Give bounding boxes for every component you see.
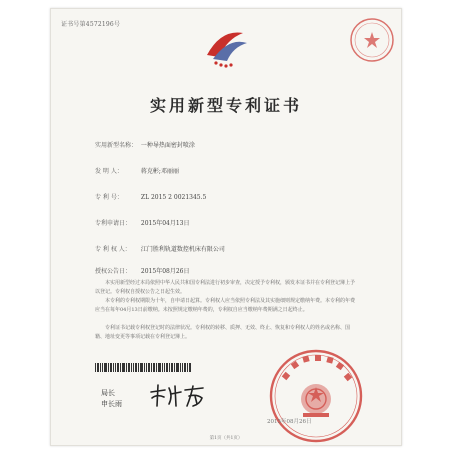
official-seal-icon <box>267 347 365 445</box>
signatory-name: 申长雨 <box>101 400 122 408</box>
body-paragraph: 本专利的专利权期限为十年，自申请日起算。专利权人应当依照专利法及其实施细则规定缴纳年费。本专利的年费应当在每年04月13日前缴纳。未按照规定缴纳年费的，专利权自应当缴纳年费期满之日起终止。 <box>95 298 356 313</box>
field-application-date <box>95 218 189 227</box>
certificate-title: 实用新型专利证书 <box>149 96 302 115</box>
seal-date: 2015年08月26日 <box>267 419 312 425</box>
patent-certificate <box>50 8 402 446</box>
field-label: 专 利 权 人： <box>95 246 131 253</box>
field-patentee <box>95 244 225 253</box>
field-grant-date <box>95 266 189 275</box>
cnipa-emblem-icon <box>203 23 249 69</box>
field-value: ZL 2015 2 0021345.5 <box>140 194 207 201</box>
field-value: 江门胜利轨道数控机床有限公司 <box>140 246 225 253</box>
field-value: 一种导热面密封喷涂 <box>140 142 195 149</box>
certificate-number: 证书号第4572196号 <box>61 21 121 28</box>
field-utility-model-name <box>95 140 195 149</box>
body-paragraph: 专利证书记载专利权登记时的法律状况。专利权的转移、质押、无效、终止、恢复和专利权人的姓名或名称、国籍、地址变更等事项记载在专利登记簿上。 <box>95 325 351 340</box>
field-label: 专利申请日： <box>95 220 132 227</box>
body-paragraph: 本实用新型经过本局依照中华人民共和国专利法进行初步审查，决定授予专利权，颁发本证书并在专利登记簿上予以登记。专利权自授权公告之日起生效。 <box>95 280 356 295</box>
field-label: 授权公告日： <box>95 268 132 275</box>
field-label: 实用新型名称： <box>95 142 138 149</box>
field-value: 2015年04月13日 <box>140 220 190 227</box>
field-inventors <box>95 166 179 175</box>
field-label: 发 明 人： <box>95 168 123 175</box>
field-value: 蒋克彬;邓丽丽 <box>140 168 179 175</box>
field-patent-number <box>95 192 206 201</box>
barcode-icon <box>95 363 191 372</box>
official-stamp-icon <box>349 17 395 63</box>
field-value: 2015年08月26日 <box>140 268 190 275</box>
page-number: 第1页（共1页） <box>209 436 243 441</box>
signatory-title: 局长 <box>101 389 115 397</box>
signature-icon <box>147 382 207 410</box>
field-label: 专 利 号： <box>95 194 123 201</box>
